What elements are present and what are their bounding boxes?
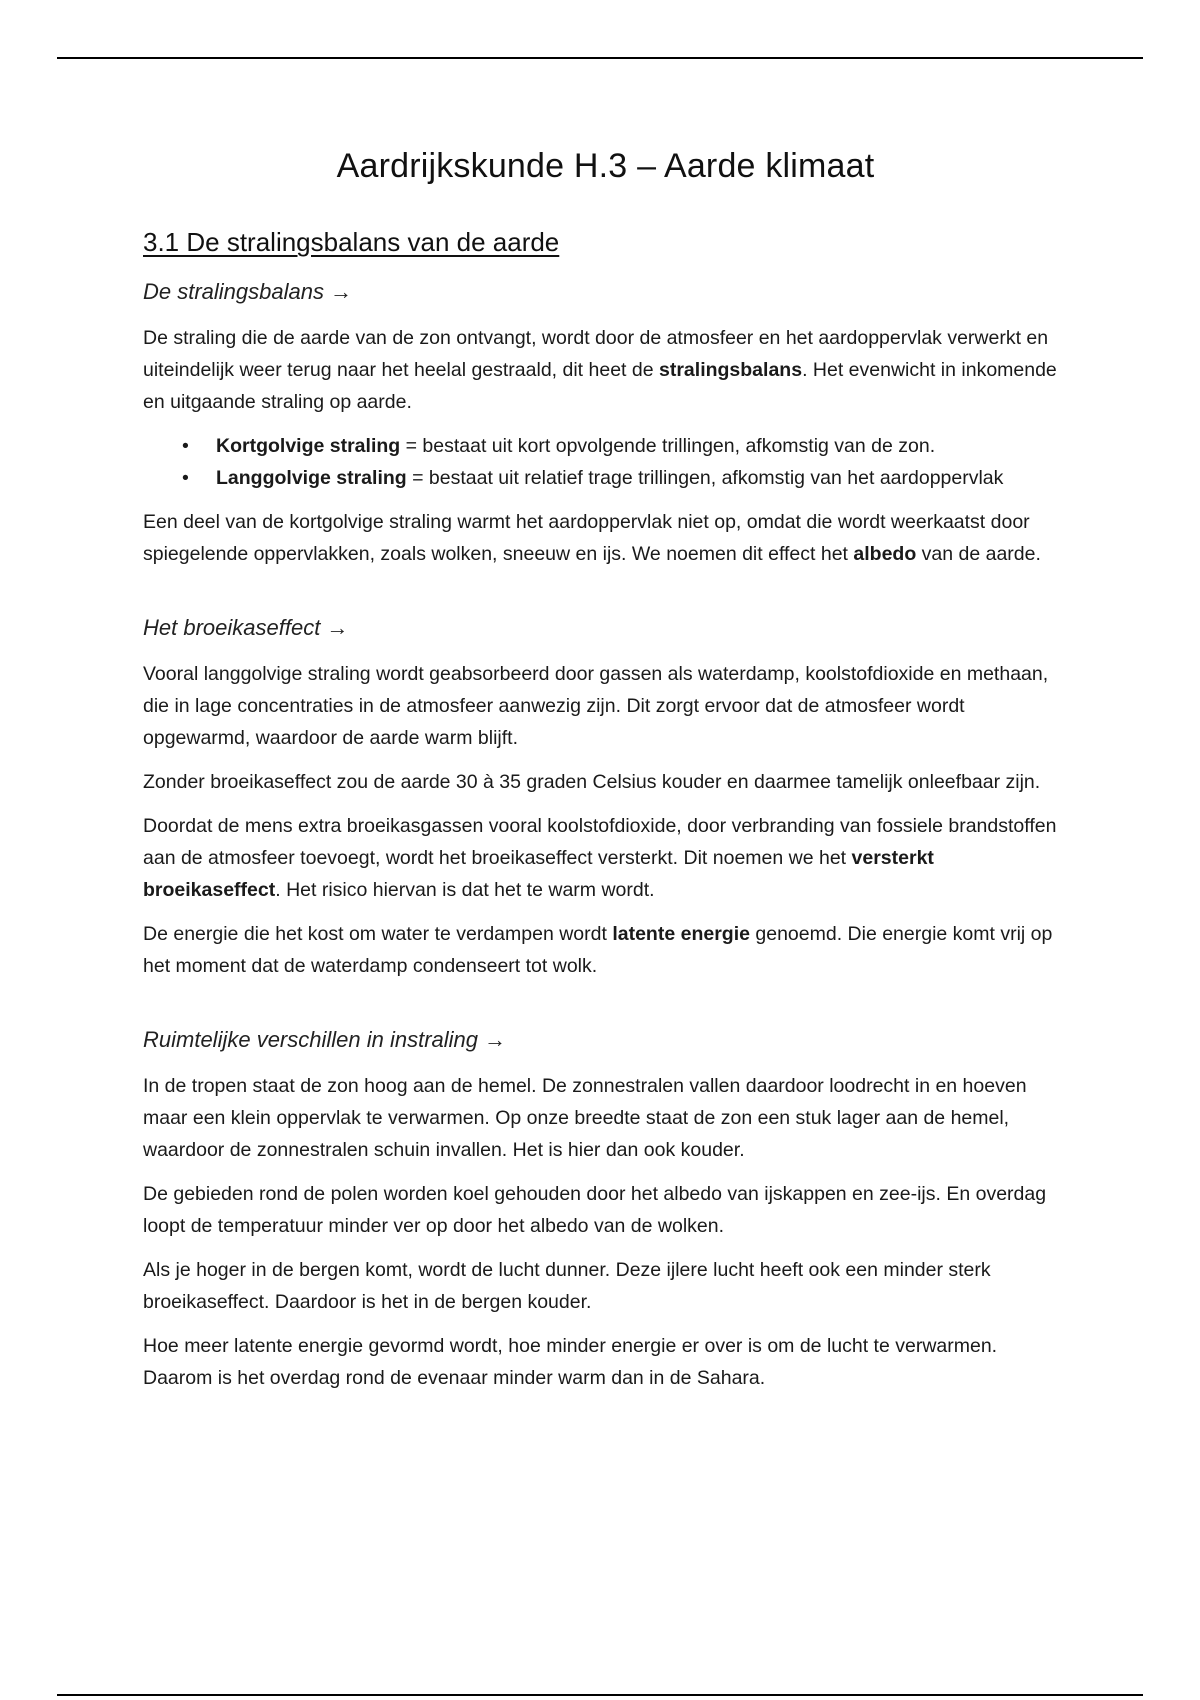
paragraph-absorptie: Vooral langgolvige straling wordt geabsorbeerd door gassen als waterdamp, koolstofdioxide en methaan, die in lage concentraties in de atmosfeer aanwezig zijn. Dit zorgt ervoor dat de atmosfeer wordt opgewarmd, waardoor de aarde warm blijft. — [143, 663, 1049, 749]
paragraph-bergen: Als je hoger in de bergen komt, wordt de lucht dunner. Deze ijlere lucht heeft ook een minder sterk broeikaseffect. Daardoor is het in de bergen kouder. — [143, 1259, 991, 1313]
term-versterkt-broeikaseffect: versterkt broeikaseffect — [143, 847, 934, 901]
text-run: De energie die het kost om water te verdampen wordt — [143, 923, 613, 945]
text-run: Doordat de mens extra broeikasgassen vooral koolstofdioxide, door verbranding van fossiele brandstoffen aan de atmosfeer toevoegt, wordt het broeikaseffect versterkt. Dit noemen we het — [143, 815, 1057, 869]
list-item — [182, 430, 1068, 462]
paragraph-evenaar: Hoe meer latente energie gevormd wordt, hoe minder energie er over is om de lucht te verwarmen. Daarom is het overdag rond de evenaar minder warm dan in de Sahara. — [143, 1335, 998, 1389]
text-run: . Het risico hiervan is dat het te warm wordt. — [275, 879, 655, 901]
term-kortgolvig: Kortgolvige straling — [216, 435, 401, 457]
subheading-text: De stralingsbalans — [143, 279, 324, 304]
term-stralingsbalans: stralingsbalans — [659, 359, 803, 381]
document-page — [143, 140, 1068, 1394]
bullet-icon: • — [182, 467, 189, 489]
paragraph-latente-energie — [143, 918, 1068, 982]
paragraph-tropen: In de tropen staat de zon hoog aan de hemel. De zonnestralen vallen daardoor loodrecht in en hoeven maar een klein oppervlak te verwarmen. Op onze breedte staat de zon een stuk lager aan de hemel, waardoor de zonnestralen schuin invallen. Het is hier dan ook kouder. — [143, 1075, 1027, 1161]
header-rule — [57, 57, 1143, 59]
paragraph-stralingsbalans — [143, 322, 1068, 418]
bullet-icon: • — [182, 435, 189, 457]
section-heading: 3.1 De stralingsbalans van de aarde — [143, 227, 560, 257]
subheading-broeikaseffect — [143, 610, 1068, 646]
text-run: . Het evenwicht in inkomende en uitgaande straling op aarde. — [143, 359, 1057, 413]
arrow-right-icon: → — [484, 1027, 507, 1052]
text-run: Een deel van de kortgolvige straling warmt het aardoppervlak niet op, omdat die wordt weerkaatst door spiegelende oppervlakken, zoals wolken, sneeuw en ijs. We noemen dit effect het — [143, 511, 1030, 565]
paragraph-zonder-broeikaseffect: Zonder broeikaseffect zou de aarde 30 à 35 graden Celsius kouder en daarmee tamelijk onleefbaar zijn. — [143, 771, 1041, 793]
list-item-text: = bestaat uit relatief trage trillingen, afkomstig van het aardoppervlak — [406, 467, 1004, 489]
term-albedo: albedo — [853, 543, 917, 565]
paragraph-polen: De gebieden rond de polen worden koel gehouden door het albedo van ijskappen en zee-ijs. En overdag loopt de temperatuur minder ver op door het albedo van de wolken. — [143, 1183, 1047, 1237]
bullet-list — [143, 430, 1068, 494]
text-run: van de aarde. — [916, 543, 1041, 565]
paragraph-versterkt-broeikaseffect — [143, 810, 1068, 906]
text-run: De straling die de aarde van de zon ontvangt, wordt door de atmosfeer en het aardoppervlak verwerkt en uiteindelijk weer terug naar het heelal gestraald, dit heet de — [143, 327, 1049, 381]
subheading-instraling — [143, 1022, 1068, 1058]
subheading-text: Het broeikaseffect — [143, 615, 321, 640]
subheading-stralingsbalans — [143, 274, 1068, 310]
list-item-text: = bestaat uit kort opvolgende trillingen, afkomstig van de zon. — [400, 435, 936, 457]
arrow-right-icon: → — [326, 615, 349, 640]
text-run: genoemd. Die energie komt vrij op het moment dat de waterdamp condenseert tot wolk. — [143, 923, 1053, 977]
document-title: Aardrijkskunde H.3 – Aarde klimaat — [336, 147, 875, 185]
list-item — [182, 462, 1068, 494]
paragraph-albedo — [143, 506, 1068, 570]
arrow-right-icon: → — [329, 279, 352, 304]
term-latente-energie: latente energie — [612, 923, 750, 945]
footer-rule — [57, 1694, 1143, 1696]
term-langgolvig: Langgolvige straling — [216, 467, 407, 489]
subheading-text: Ruimtelijke verschillen in instraling — [143, 1027, 479, 1052]
